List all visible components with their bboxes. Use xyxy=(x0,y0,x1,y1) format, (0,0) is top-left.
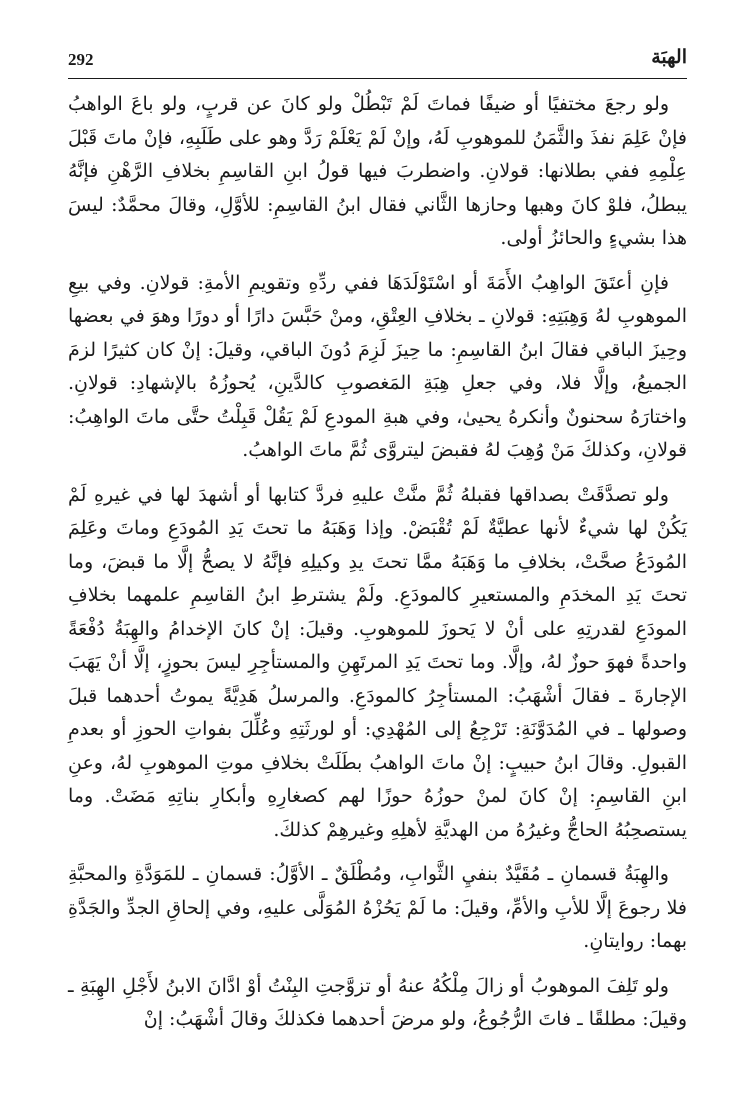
paragraph-1 xyxy=(68,88,687,256)
page-header xyxy=(68,46,687,76)
paragraph-5 xyxy=(68,970,687,1037)
paragraph-text: ولو رجعَ مختفيًا أو ضيفًا فماتَ لَمْ تَبْطُلْ ولو كانَ عن قربٍ، ولو باعَ الواهبُ فإنْ عَلِمَ نفذَ والثَّمَنُ للموهوبِ لَهُ، وإنْ لَمْ يَعْلَمْ رَدَّ وهو على طَلَبِهِ، فإنْ ماتَ قَبْلَ عِلْمِهِ ففي بطلانها: قولانِ. واضطربَ فيها قولُ ابنِ القاسِمِ بخلافِ الرَّهْنِ فإنَّهُ يبطلُ، فلوْ كانَ وهبها وحازها الثَّاني فقال ابنُ القاسِمِ: للأوَّلِ، وقالَ محمَّدٌ: ليسَ هذا بشيءٍ والحائزُ أولى. xyxy=(68,93,687,249)
running-title: الهبَة xyxy=(651,46,687,68)
page-body xyxy=(68,88,687,1048)
paragraph-text: ولو تَلِفَ الموهوبُ أو زالَ مِلْكُهُ عنهُ أو تزوَّجتِ البِنْتُ أوْ ادَّانَ الابنُ لأَجْلِ الهِبَةِ ـ وقيلَ: مطلقًا ـ فاتَ الرُّجُوعُ، ولو مرضَ أحدهما فكذلكَ وقالَ أشْهَبُ: إنْ xyxy=(68,974,687,1030)
paragraph-text: فإنِ أعتَقَ الواهِبُ الأَمَةَ أو اسْتَوْلَدَهَا ففي ردِّهِ وتقويمِ الأمةِ: قولانِ. وفي بيعِ الموهوبِ لهُ وَهِبَتِهِ: قولانِ ـ بخلافِ العِتْقِ، ومنْ حَبَّسَ دارًا أو دورًا وهوَ في بعضها وحِيزَ الباقي فقالَ ابنُ القاسِمِ: ما حِيزَ لَزِمَ دُونَ الباقي، وقيلَ: إنْ كان كثيرًا لزمَ الجميعُ، وإلَّا فلا، وفي جعلِ هِبَةِ المَغصوبِ كالدَّينِ، يُحوزُهُ بالإشهادِ: قولانِ. واختارَهُ سحنونٌ وأنكرهُ يحيىٰ، وفي هبةِ المودعِ لَمْ يَقُلْ قَبِلْتُ حتَّى ماتَ الواهِبُ: قولانِ، وكذلكَ مَنْ وُهِبَ لهُ فقبضَ ليتروَّى ثُمَّ ماتَ الواهبُ. xyxy=(68,271,687,461)
paragraph-2 xyxy=(68,267,687,468)
header-rule xyxy=(68,78,687,79)
paragraph-text: والهِبَةُ قسمانِ ـ مُقَيَّدٌ بنفيِ الثَّوابِ، ومُطْلَقٌ ـ الأوَّلُ: قسمانِ ـ للمَوَدَّةِ والمحبَّةِ فلا رجوعَ إلَّا للأبِ والأمِّ، وقيلَ: ما لَمْ يَحُزْهُ المُوَلَّى عليهِ، وفي إلحاقِ الجدِّ والجَدَّةِ بهما: روايتانِ. xyxy=(68,863,687,952)
paragraph-3 xyxy=(68,479,687,848)
paragraph-4 xyxy=(68,858,687,959)
paragraph-text: ولو تصدَّقَتْ بصداقها فقبلهُ ثُمَّ منَّتْ عليهِ فردَّ كتابها أو أشهدَ لها في غيرهِ لَمْ يَكُنْ لها شيءٌ لأنها عطيَّةٌ لَمْ تُقْبَضْ. وإذا وَهَبَهُ ما تحتَ يَدِ المُودَعِ وماتَ وعَلِمَ المُودَعُ صحَّتْ، بخلافِ ما وَهَبَهُ ممَّا تحتَ يدِ وكيلِهِ فإنَّهُ لا يصحُّ إلَّا ما قبضَ، وما تحتَ يَدِ المخدَمِ والمستعيرِ كالمودَعِ. ولَمْ يشترطِ ابنُ القاسِمِ علمهما بخلافِ المودَعِ لقدرتِهِ على أنْ لا يَحوزَ للموهوبِ. وقيلَ: إنْ كانَ الإخدامُ والهِبَةُ دُفْعَةً واحدةً فهوَ حوزٌ لهُ، وإلَّا. وما تحتَ يَدِ المرتَهِنِ والمستأجِرِ ليسَ بحوزٍ، إلَّا أنْ يَهَبَ الإجارةَ ـ فقالَ أشْهَبُ: المستأجِرُ كالمودَعِ. والمرسلُ هَدِيَّةً يموتُ أحدهما قبلَ وصولها ـ في المُدَوَّنَةِ: تَرْجِعُ إلى المُهْدِي: أو لورثَتِهِ وعُلِّلَ بفواتِ الحوزِ أو بعدمِ القبولِ. وقالَ ابنُ حبيبٍ: إنْ ماتَ الواهبُ بطَلَتْ بخلافِ موتِ الموهوبِ لهُ، وعنِ ابنِ القاسِمِ: إنْ كانَ لمنْ حوزُهُ حوزًا لهم كصغارِهِ وأبكارِ بناتِهِ مَضَتْ. وما يستصحِبُهُ الحاجُّ وغيرُهُ من الهديَّةِ لأهلِهِ وغيرهِمْ كذلكَ. xyxy=(68,483,687,841)
page-number: 292 xyxy=(68,50,94,69)
